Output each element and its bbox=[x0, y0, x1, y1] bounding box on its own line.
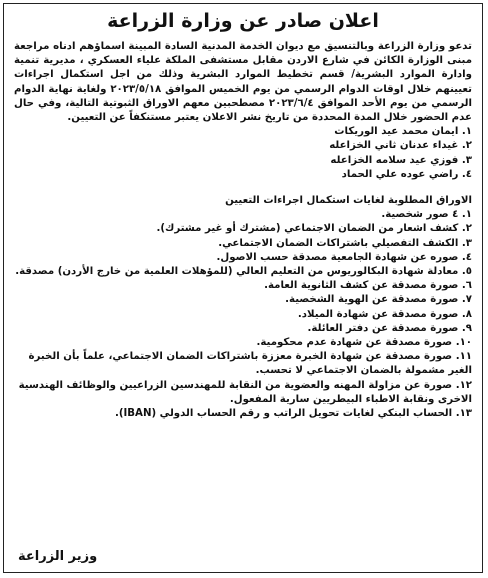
required-documents-heading: الاوراق المطلوبة لغايات استكمال اجراءات التعيين bbox=[225, 195, 472, 207]
person-name: غيداء عدنان ثاني الخزاعله bbox=[329, 140, 459, 152]
list-item bbox=[14, 251, 472, 265]
list-item bbox=[14, 154, 472, 168]
document-item: معادلة شهادة البكالوريوس من التعليم العالي (للمؤهلات العلمية من خارج الأردن) مصدقة. bbox=[15, 266, 459, 278]
item-number: ٢. bbox=[461, 223, 472, 235]
item-number: ٦. bbox=[461, 280, 472, 292]
document-item: صورة مصدقة عن شهادة الميلاد. bbox=[297, 308, 459, 320]
announcement-notice bbox=[3, 3, 483, 573]
item-number: ١٢. bbox=[455, 379, 472, 391]
list-item bbox=[14, 139, 472, 153]
document-item: الكشف التفصيلي باشتراكات الضمان الاجتماعي. bbox=[218, 237, 459, 249]
document-item: صورة مصدقة عن كشف الثانوية العامة. bbox=[264, 280, 459, 292]
document-item: صورة مصدقة عن دفتر العائلة. bbox=[307, 322, 459, 334]
list-item bbox=[14, 265, 472, 279]
list-item bbox=[14, 222, 472, 236]
document-item: صورة مصدقة عن شهادة الخبرة معززة باشتراكات الضمان الاجتماعي، علماً بأن الخبرة الغير مشمولة بالضمان الاجتماعي لا تحسب. bbox=[28, 351, 472, 377]
list-item bbox=[14, 379, 472, 407]
item-number: ١. bbox=[461, 126, 472, 138]
item-number: ١١. bbox=[455, 351, 472, 363]
person-name: ايمان محمد عيد الوريكات bbox=[334, 126, 459, 138]
list-item bbox=[14, 208, 472, 222]
person-name: فوزي عيد سلامه الخزاعله bbox=[330, 154, 459, 166]
list-item bbox=[14, 293, 472, 307]
list-item bbox=[14, 168, 472, 182]
item-number: ١٣. bbox=[455, 408, 472, 420]
item-number: ٧. bbox=[461, 294, 472, 306]
document-item: صورة مصدقة عن شهادة عدم محكومية. bbox=[256, 337, 453, 349]
item-number: ٣. bbox=[461, 154, 472, 166]
notice-title: اعلان صادر عن وزارة الزراعة bbox=[107, 10, 379, 32]
document-item: الحساب البنكي لغايات تحويل الراتب و رقم الحساب الدولي (IBAN). bbox=[114, 408, 453, 420]
document-item: صوره عن شهادة الجامعية مصدقة حسب الاصول. bbox=[216, 251, 459, 263]
list-item bbox=[14, 322, 472, 336]
document-item: صورة مصدقة عن الهوية الشخصية. bbox=[285, 294, 459, 306]
item-number: ١. bbox=[461, 209, 472, 221]
notice-intro-paragraph: تدعو وزارة الزراعة وبالتنسيق مع ديوان الخدمة المدنية السادة المبينة اسماؤهم ادناه مراجعة مبنى الوزارة الكائن في شارع الاردن مقابل مستشفى الملكة علياء العسكري ، مديرية تنمية وادارة الموارد البشرية/ قسم تخطيط الموارد البشرية وذلك من اجل استكمال اجراءات تعيينهم خلال اوقات الدوام الرسمي من يوم الخميس الموافق ٢٠٢٣/٥/١٨ ولغاية نهاية الدوام الرسمي من يوم الأحد الموافق ٢٠٢٣/٦/٤ مصطحبين معهم الاوراق الثبوتية التالية، وفي حال عدم الحضور خلال المدة المحددة من تاريخ نشر الاعلان يعتبر مستنكفاً عن التعيين. bbox=[14, 41, 473, 124]
item-number: ٨. bbox=[461, 308, 472, 320]
item-number: ٢. bbox=[461, 140, 472, 152]
item-number: ٤. bbox=[461, 251, 472, 263]
list-item bbox=[14, 125, 472, 139]
document-item: ٤ صور شخصية. bbox=[381, 209, 459, 221]
list-item bbox=[14, 237, 472, 251]
document-item: كشف اشعار من الضمان الاجتماعي (مشترك أو غير مشترك). bbox=[156, 223, 459, 235]
required-documents-list bbox=[14, 208, 472, 421]
list-item bbox=[14, 279, 472, 293]
item-number: ٣. bbox=[461, 237, 472, 249]
names-list bbox=[14, 125, 472, 182]
item-number: ١٠. bbox=[455, 337, 472, 349]
person-name: راضي عوده علي الحماد bbox=[341, 168, 459, 180]
item-number: ٥. bbox=[461, 266, 472, 278]
signature-minister: وزير الزراعة bbox=[18, 549, 98, 564]
list-item bbox=[14, 336, 472, 350]
item-number: ٩. bbox=[461, 322, 472, 334]
list-item bbox=[14, 407, 472, 421]
document-item: صورة عن مزاولة المهنه والعضوية من النقابة للمهندسين الزراعيين والوظائف الهندسية الاخرى ونقابة الاطباء البيطريين سارية المفعول. bbox=[18, 379, 472, 405]
list-item bbox=[14, 308, 472, 322]
list-item bbox=[14, 350, 472, 378]
item-number: ٤. bbox=[461, 168, 472, 180]
